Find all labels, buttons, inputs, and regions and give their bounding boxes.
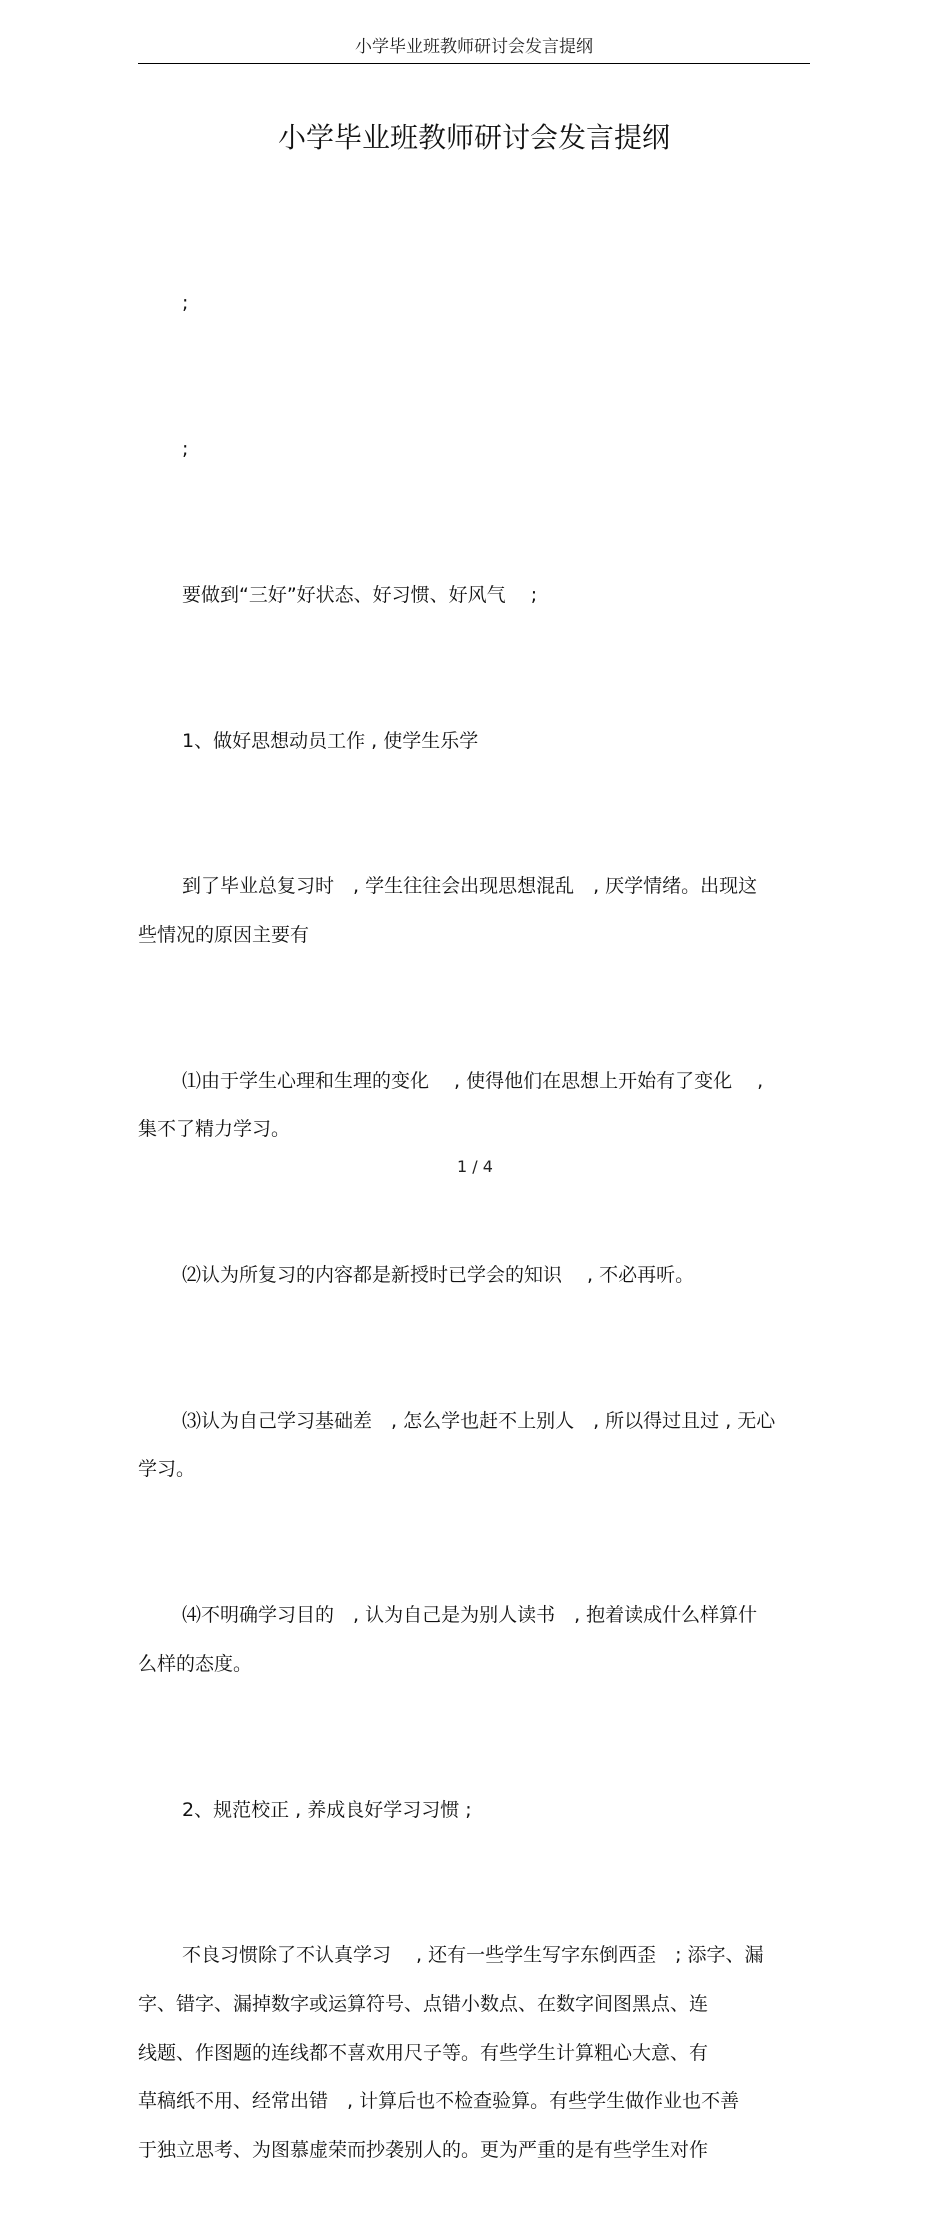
running-header: 小学毕业班教师研讨会发言提纲 — [138, 32, 810, 64]
document-body — [138, 182, 810, 2223]
paragraph: ; — [182, 437, 189, 460]
section-heading: 2、规范校正 , 养成良好学习习惯 ; — [182, 1798, 472, 1821]
paragraph: 不良习惯除了不认真学习 , 还有一些学生写字东倒西歪 ; 添字、漏 字、错字、漏掉数字或运算符号、点错小数点、在数字间图黑点、连 线题、作图题的连线都不喜欢用尺子等。有些学生计算粗心大意、有 草稿纸不用、经常出错 , 计算后也不检查验算。有些学生做作业也不善 于独立思考、为图慕虚荣而抄袭别人的。更为严重的是有些学生对作 — [138, 1944, 764, 2161]
list-item: ⑷不明确学习目的 , 认为自己是为别人读书 , 抱着读成什么样算什 么样的态度。 — [138, 1604, 758, 1675]
paragraph: 要做到“三好”好状态、好习惯、好风气 ; — [182, 583, 538, 606]
list-item: ⑵认为所复习的内容都是新授时已学会的知识 , 不必再听。 — [182, 1264, 695, 1287]
list-item: ⑶认为自己学习基础差 , 怎么学也赶不上别人 , 所以得过且过 , 无心 学习。 — [138, 1409, 776, 1481]
document-title: 小学毕业班教师研讨会发言提纲 — [277, 121, 670, 154]
paragraph: ; — [182, 292, 189, 315]
page-indicator: 1 / 4 — [457, 1157, 493, 1176]
section-heading: 1、做好思想动员工作 , 使学生乐学 — [182, 729, 479, 752]
list-item: ⑴由于学生心理和生理的变化 , 使得他们在思想上开始有了变化 , 集不了精力学习。 — [138, 1069, 764, 1141]
paragraph: 到了毕业总复习时 , 学生往往会出现思想混乱 , 厌学情绪。出现这 些情况的原因主要有 — [138, 875, 758, 946]
